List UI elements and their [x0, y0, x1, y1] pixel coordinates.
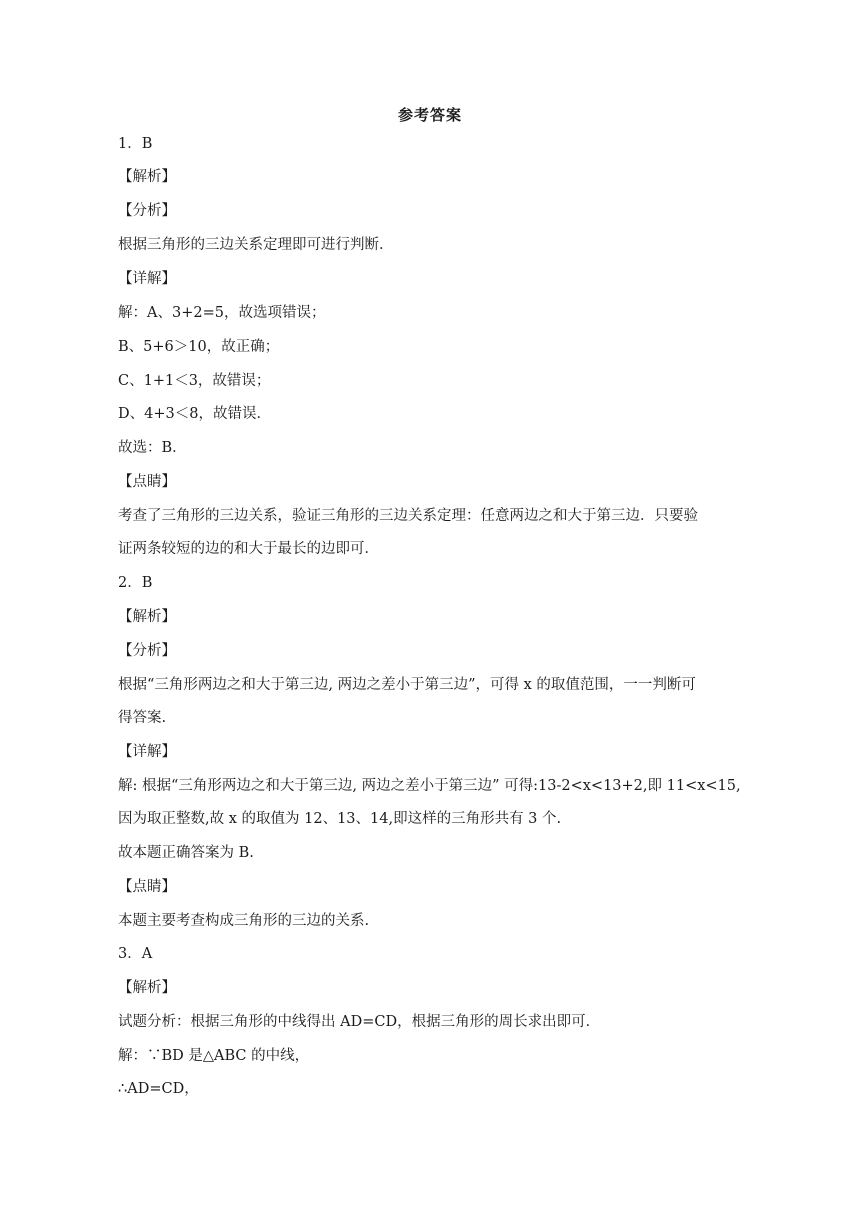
text-line: D、4+3＜8，故错误．	[118, 406, 271, 422]
section-label: 【点睛】	[118, 474, 176, 490]
text-line: 因为取正整数,故 x 的取值为 12、13、14,即这样的三角形共有 3 个.	[118, 811, 562, 827]
page-title: 参考答案	[397, 106, 462, 124]
section-label: 【解析】	[118, 980, 176, 996]
text-line: 证两条较短的边的和大于最长的边即可．	[118, 541, 379, 557]
text-line: C、1+1＜3，故错误；	[118, 373, 271, 389]
text-line: 故本题正确答案为 B.	[118, 845, 254, 861]
text-line: 根据“三角形两边之和大于第三边, 两边之差小于第三边”，可得 x 的取值范围，一一判断可	[118, 677, 696, 693]
section-label: 【解析】	[118, 169, 176, 185]
answer-number: 1．B	[118, 136, 153, 152]
text-line: 故选：B．	[118, 440, 187, 456]
section-label: 【分析】	[118, 203, 176, 219]
text-line: 根据三角形的三边关系定理即可进行判断．	[118, 237, 394, 253]
text-line: B、5+6＞10，故正确；	[118, 339, 280, 355]
text-line: ∴AD=CD，	[118, 1081, 199, 1097]
section-label: 【点睛】	[118, 879, 176, 895]
text-line: 解：∵BD 是△ABC 的中线，	[118, 1048, 310, 1064]
answer-number: 3．A	[118, 946, 153, 962]
text-line: 本题主要考查构成三角形的三边的关系.	[118, 913, 370, 929]
text-line: 解：A、3+2=5，故选项错误；	[118, 305, 326, 321]
section-label: 【详解】	[118, 744, 176, 760]
text-line: 试题分析：根据三角形的中线得出 AD=CD，根据三角形的周长求出即可．	[118, 1014, 601, 1030]
section-label: 【解析】	[118, 609, 176, 625]
text-line: 考查了三角形的三边关系，验证三角形的三边关系定理：任意两边之和大于第三边．只要验	[118, 508, 698, 524]
answer-number: 2．B	[118, 575, 153, 591]
text-line: 解: 根据“三角形两边之和大于第三边, 两边之差小于第三边” 可得:13-2<x<13+2,即 11<x<15,	[118, 778, 741, 794]
section-label: 【详解】	[118, 271, 176, 287]
text-line: 得答案.	[118, 710, 167, 726]
section-label: 【分析】	[118, 643, 176, 659]
